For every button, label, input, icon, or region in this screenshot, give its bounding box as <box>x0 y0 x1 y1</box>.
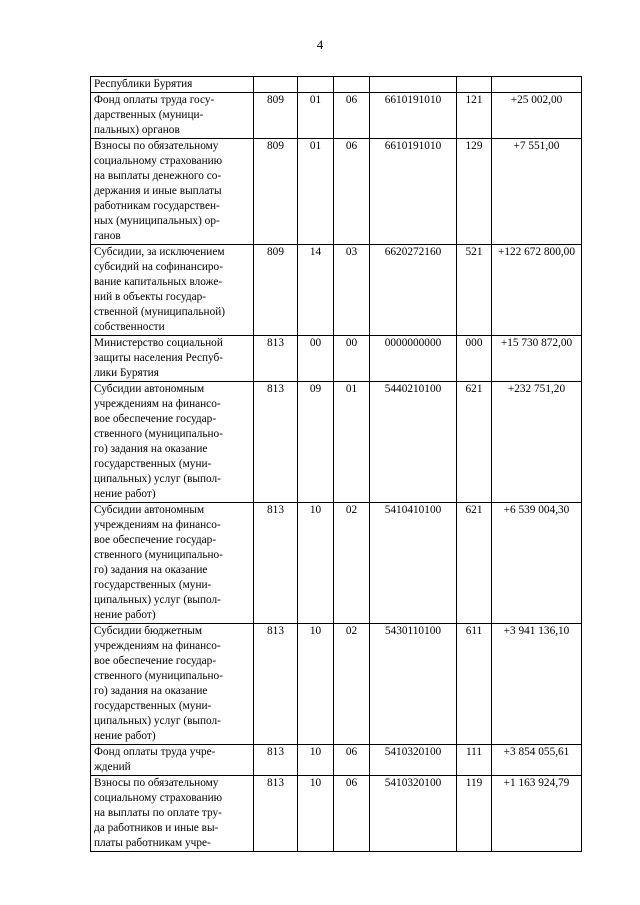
item-name-line: ственного (муниципально- <box>94 549 223 561</box>
table-row <box>91 245 582 336</box>
subsection-cell: 02 <box>334 624 370 745</box>
amount-cell: +3 854 055,61 <box>492 745 582 776</box>
item-name-line: государственных (муни- <box>94 579 212 591</box>
section-cell: 10 <box>298 776 334 852</box>
budget-table <box>90 76 582 852</box>
subsection-cell: 01 <box>334 382 370 503</box>
item-name-line: ципальных) услуг (выпол- <box>94 473 221 485</box>
item-name-cell <box>91 503 254 624</box>
admin-code-cell: 809 <box>254 139 298 245</box>
target-article-cell: 5410320100 <box>370 745 457 776</box>
expense-type-cell: 121 <box>457 93 492 139</box>
item-name-line: защиты населения Респуб- <box>94 352 224 364</box>
item-name-cell <box>91 745 254 776</box>
section-cell: 00 <box>298 336 334 382</box>
amount-cell: +122 672 800,00 <box>492 245 582 336</box>
expense-type-cell: 611 <box>457 624 492 745</box>
subsection-cell: 06 <box>334 745 370 776</box>
amount-cell <box>492 77 582 93</box>
item-name-line: учреждениям на финансо- <box>94 519 221 531</box>
table-row <box>91 139 582 245</box>
item-name-line: социальному страхованию <box>94 792 223 804</box>
expense-type-cell: 521 <box>457 245 492 336</box>
item-name-line: Министерство социальной <box>94 337 223 349</box>
item-name-line: учреждениям на финансо- <box>94 640 221 652</box>
target-article-cell: 5410410100 <box>370 503 457 624</box>
item-name-line: ципальных) услуг (выпол- <box>94 594 221 606</box>
item-name-cell <box>91 382 254 503</box>
expense-type-cell: 000 <box>457 336 492 382</box>
item-name-line: го) задания на оказание <box>94 443 208 455</box>
section-cell: 10 <box>298 503 334 624</box>
item-name-line: ственного (муниципально- <box>94 428 223 440</box>
item-name-line: Субсидии бюджетным <box>94 625 202 637</box>
amount-cell: +6 539 004,30 <box>492 503 582 624</box>
section-cell: 10 <box>298 745 334 776</box>
item-name-cell <box>91 93 254 139</box>
page-number: 4 <box>316 37 324 52</box>
amount-cell: +3 941 136,10 <box>492 624 582 745</box>
item-name-line: вое обеспечение государ- <box>94 534 217 546</box>
admin-code-cell <box>254 77 298 93</box>
table-row <box>91 776 582 852</box>
table-row <box>91 745 582 776</box>
subsection-cell: 00 <box>334 336 370 382</box>
expense-type-cell: 119 <box>457 776 492 852</box>
item-name-line: Республики Бурятия <box>94 78 193 90</box>
section-cell: 14 <box>298 245 334 336</box>
item-name-line: Субсидии, за исключением <box>94 246 225 258</box>
amount-cell: +7 551,00 <box>492 139 582 245</box>
item-name-line: Взносы по обязательному <box>94 140 219 152</box>
item-name-line: государственных (муни- <box>94 700 212 712</box>
item-name-line: Субсидии автономным <box>94 504 205 516</box>
admin-code-cell: 809 <box>254 245 298 336</box>
table-row <box>91 93 582 139</box>
section-cell: 01 <box>298 93 334 139</box>
item-name-line: ципальных) услуг (выпол- <box>94 715 221 727</box>
admin-code-cell: 813 <box>254 336 298 382</box>
item-name-cell <box>91 77 254 93</box>
item-name-line: нение работ) <box>94 730 156 742</box>
section-cell: 09 <box>298 382 334 503</box>
item-name-line: работникам государствен- <box>94 200 220 212</box>
admin-code-cell: 813 <box>254 624 298 745</box>
item-name-line: собственности <box>94 321 165 333</box>
subsection-cell: 02 <box>334 503 370 624</box>
table-body <box>91 77 582 852</box>
item-name-line: вание капитальных вложе- <box>94 276 223 288</box>
amount-cell: +25 002,00 <box>492 93 582 139</box>
item-name-line: вое обеспечение государ- <box>94 413 217 425</box>
expense-type-cell: 621 <box>457 503 492 624</box>
item-name-line: ний в объекты государ- <box>94 291 207 303</box>
expense-type-cell <box>457 77 492 93</box>
item-name-cell <box>91 776 254 852</box>
admin-code-cell: 813 <box>254 382 298 503</box>
expense-type-cell: 129 <box>457 139 492 245</box>
item-name-line: нение работ) <box>94 609 156 621</box>
item-name-line: ганов <box>94 230 121 242</box>
item-name-line: ных (муниципальных) ор- <box>94 215 220 227</box>
item-name-cell <box>91 139 254 245</box>
table-row <box>91 77 582 93</box>
target-article-cell: 6610191010 <box>370 93 457 139</box>
item-name-line: государственных (муни- <box>94 458 212 470</box>
target-article-cell: 5410320100 <box>370 776 457 852</box>
target-article-cell: 5440210100 <box>370 382 457 503</box>
table-row <box>91 336 582 382</box>
item-name-line: социальному страхованию <box>94 155 223 167</box>
item-name-line: го) задания на оказание <box>94 564 208 576</box>
item-name-line: да работников и иные вы- <box>94 822 219 834</box>
target-article-cell: 6620272160 <box>370 245 457 336</box>
item-name-line: платы работникам учре- <box>94 837 211 849</box>
target-article-cell: 6610191010 <box>370 139 457 245</box>
item-name-line: го) задания на оказание <box>94 685 208 697</box>
item-name-line: Взносы по обязательному <box>94 777 219 789</box>
item-name-line: Фонд оплаты труда учре- <box>94 746 216 758</box>
item-name-line: пальных) органов <box>94 124 180 136</box>
table-row <box>91 624 582 745</box>
section-cell: 10 <box>298 624 334 745</box>
item-name-cell <box>91 245 254 336</box>
target-article-cell <box>370 77 457 93</box>
table-row <box>91 503 582 624</box>
table-row <box>91 382 582 503</box>
item-name-cell <box>91 336 254 382</box>
item-name-line: субсидий на софинансиро- <box>94 261 223 273</box>
item-name-line: дарственных (муници- <box>94 109 204 121</box>
item-name-line: на выплаты денежного со- <box>94 170 222 182</box>
item-name-line: на выплаты по оплате тру- <box>94 807 222 819</box>
item-name-line: учреждениям на финансо- <box>94 398 221 410</box>
expense-type-cell: 111 <box>457 745 492 776</box>
subsection-cell: 03 <box>334 245 370 336</box>
admin-code-cell: 809 <box>254 93 298 139</box>
item-name-line: ственного (муниципально- <box>94 670 223 682</box>
item-name-line: лики Бурятия <box>94 367 159 379</box>
item-name-line: держания и иные выплаты <box>94 185 222 197</box>
item-name-line: Субсидии автономным <box>94 383 205 395</box>
expense-type-cell: 621 <box>457 382 492 503</box>
item-name-line: ждений <box>94 761 131 773</box>
section-cell: 01 <box>298 139 334 245</box>
subsection-cell: 06 <box>334 139 370 245</box>
subsection-cell: 06 <box>334 93 370 139</box>
admin-code-cell: 813 <box>254 776 298 852</box>
item-name-cell <box>91 624 254 745</box>
admin-code-cell: 813 <box>254 503 298 624</box>
item-name-line: нение работ) <box>94 488 156 500</box>
target-article-cell: 0000000000 <box>370 336 457 382</box>
subsection-cell <box>334 77 370 93</box>
item-name-line: Фонд оплаты труда госу- <box>94 94 215 106</box>
amount-cell: +1 163 924,79 <box>492 776 582 852</box>
amount-cell: +15 730 872,00 <box>492 336 582 382</box>
subsection-cell: 06 <box>334 776 370 852</box>
amount-cell: +232 751,20 <box>492 382 582 503</box>
target-article-cell: 5430110100 <box>370 624 457 745</box>
admin-code-cell: 813 <box>254 745 298 776</box>
item-name-line: вое обеспечение государ- <box>94 655 217 667</box>
section-cell <box>298 77 334 93</box>
item-name-line: ственной (муниципальной) <box>94 306 226 318</box>
